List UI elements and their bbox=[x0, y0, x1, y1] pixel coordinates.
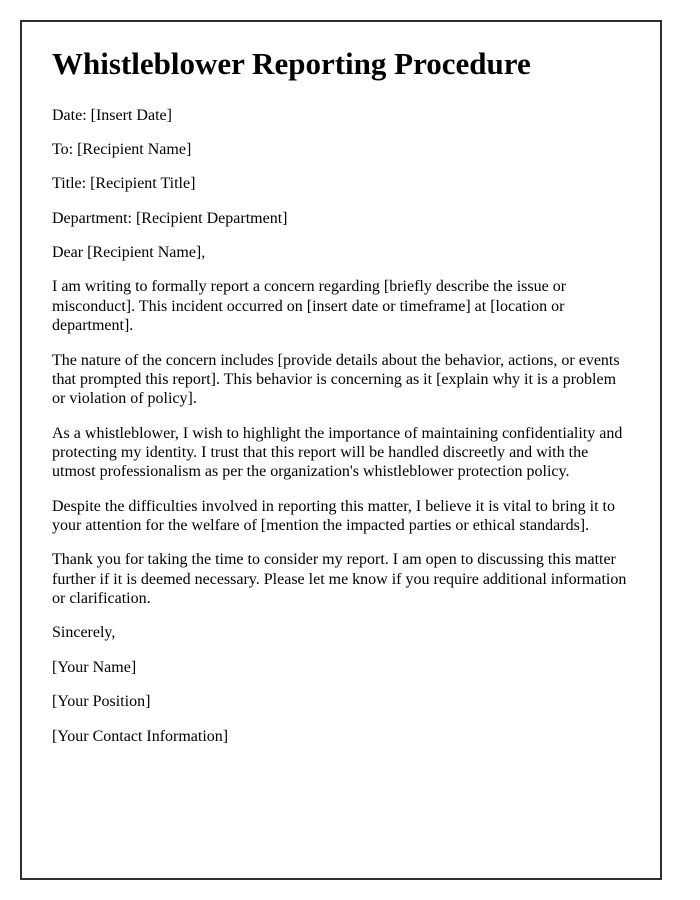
meta-line-date: Date: [Insert Date] bbox=[52, 106, 172, 124]
signature-contact: [Your Contact Information] bbox=[52, 727, 229, 745]
body-paragraph: I am writing to formally report a concern regarding [briefly describe the issue or misconduct]. This incident occurred on [insert date or timeframe] at [location or department]. bbox=[52, 278, 567, 335]
meta-line-to: To: [Recipient Name] bbox=[52, 141, 192, 158]
body-paragraph: Despite the difficulties involved in reporting this matter, I believe it is vital to bring it to your attention for the welfare of [mention the impacted parties or ethical standards]. bbox=[52, 497, 615, 535]
signature-name: [Your Name] bbox=[52, 658, 137, 676]
body-paragraph: Thank you for taking the time to consider my report. I am open to discussing this matter further if it is deemed necessary. Please let me know if you require additional information or clarification. bbox=[52, 551, 627, 608]
page-title: Whistleblower Reporting Procedure bbox=[52, 46, 531, 81]
body-paragraph: The nature of the concern includes [provide details about the behavior, actions, or events that prompted this report]. This behavior is concerning as it [explain why it is a problem or violation of policy]. bbox=[52, 351, 620, 408]
meta-line-title: Title: [Recipient Title] bbox=[52, 175, 196, 193]
letter-page bbox=[20, 20, 662, 880]
body-paragraph: As a whistleblower, I wish to highlight the importance of maintaining confidentiality and protecting my identity. I trust that this report will be handled discreetly and with the utmost professionalism as per the organization's whistleblower protection policy. bbox=[52, 424, 623, 481]
closing: Sincerely, bbox=[52, 624, 116, 642]
meta-line-department: Department: [Recipient Department] bbox=[52, 209, 288, 227]
signature-position: [Your Position] bbox=[52, 693, 151, 711]
salutation: Dear [Recipient Name], bbox=[52, 244, 206, 262]
